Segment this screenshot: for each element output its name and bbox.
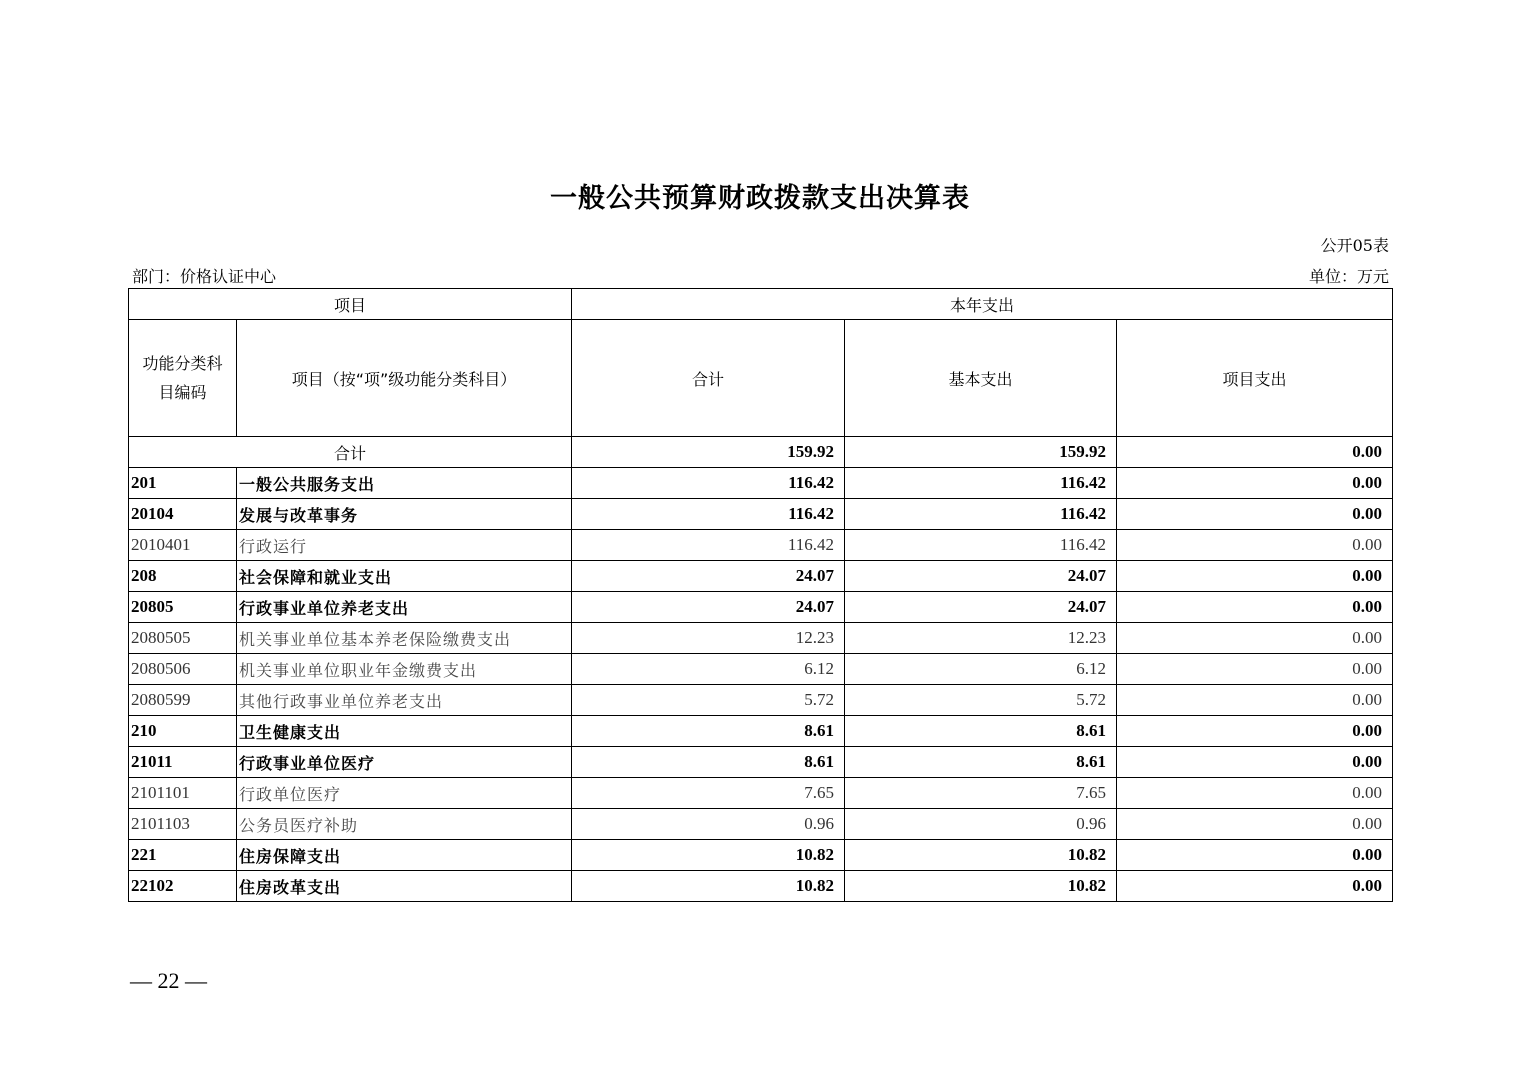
row-basic: 10.82 [845,871,1117,902]
row-total: 10.82 [572,871,845,902]
row-total: 24.07 [572,592,845,623]
header-row-group [129,289,1393,320]
row-name: 行政事业单位养老支出 [237,592,572,623]
page-number: — 22 — [130,968,207,993]
row-basic: 8.61 [845,716,1117,747]
header-item-group: 项目 [129,289,572,320]
table-row [129,654,1393,685]
row-basic: 5.72 [845,685,1117,716]
row-code: 20805 [129,592,237,623]
row-code: 221 [129,840,237,871]
row-total: 116.42 [572,530,845,561]
table-row [129,468,1393,499]
row-total: 8.61 [572,716,845,747]
row-code: 2080506 [129,654,237,685]
unit-label: 单位：万元 [1308,267,1389,286]
row-basic: 10.82 [845,840,1117,871]
total-project: 0.00 [1117,437,1393,468]
table-row [129,592,1393,623]
table-row [129,499,1393,530]
row-project: 0.00 [1117,809,1393,840]
table-row [129,809,1393,840]
row-basic: 0.96 [845,809,1117,840]
row-total: 7.65 [572,778,845,809]
row-project: 0.00 [1117,716,1393,747]
row-code: 2101101 [129,778,237,809]
total-row [129,437,1393,468]
table-number: 公开05表 [1320,236,1389,255]
row-project: 0.00 [1117,654,1393,685]
row-project: 0.00 [1117,840,1393,871]
row-basic: 6.12 [845,654,1117,685]
row-name: 发展与改革事务 [237,499,572,530]
row-code: 21011 [129,747,237,778]
table-row [129,716,1393,747]
row-project: 0.00 [1117,561,1393,592]
table-row [129,747,1393,778]
header-project-col: 项目支出 [1117,320,1393,437]
row-basic: 7.65 [845,778,1117,809]
row-basic: 24.07 [845,561,1117,592]
row-project: 0.00 [1117,499,1393,530]
row-name: 机关事业单位基本养老保险缴费支出 [237,623,572,654]
row-name: 社会保障和就业支出 [237,561,572,592]
row-name: 一般公共服务支出 [237,468,572,499]
row-total: 116.42 [572,499,845,530]
row-project: 0.00 [1117,778,1393,809]
table-row [129,778,1393,809]
row-total: 5.72 [572,685,845,716]
row-total: 8.61 [572,747,845,778]
table-row [129,871,1393,902]
row-code: 20104 [129,499,237,530]
row-code: 2010401 [129,530,237,561]
row-name: 公务员医疗补助 [237,809,572,840]
header-code-col: 功能分类科目编码 [129,320,237,437]
row-project: 0.00 [1117,685,1393,716]
row-code: 2080505 [129,623,237,654]
row-name: 其他行政事业单位养老支出 [237,685,572,716]
header-basic-col: 基本支出 [845,320,1117,437]
header-total-col: 合计 [572,320,845,437]
row-project: 0.00 [1117,623,1393,654]
row-total: 0.96 [572,809,845,840]
row-total: 24.07 [572,561,845,592]
row-basic: 8.61 [845,747,1117,778]
row-basic: 24.07 [845,592,1117,623]
row-name: 行政事业单位医疗 [237,747,572,778]
row-basic: 116.42 [845,530,1117,561]
total-amount: 159.92 [572,437,845,468]
page-title: 一般公共预算财政拨款支出决算表 [550,183,970,214]
total-basic: 159.92 [845,437,1117,468]
row-code: 201 [129,468,237,499]
row-total: 6.12 [572,654,845,685]
total-label: 合计 [129,437,572,468]
header-row-columns [129,320,1393,437]
row-project: 0.00 [1117,530,1393,561]
row-code: 22102 [129,871,237,902]
table-row [129,530,1393,561]
row-name: 住房改革支出 [237,871,572,902]
row-project: 0.00 [1117,747,1393,778]
table-row [129,685,1393,716]
row-basic: 116.42 [845,468,1117,499]
row-basic: 12.23 [845,623,1117,654]
row-code: 208 [129,561,237,592]
table-row [129,623,1393,654]
row-name: 行政运行 [237,530,572,561]
table-row [129,561,1393,592]
row-code: 2101103 [129,809,237,840]
budget-table [128,288,1393,902]
department-label: 部门：价格认证中心 [132,267,277,286]
row-total: 12.23 [572,623,845,654]
row-name: 机关事业单位职业年金缴费支出 [237,654,572,685]
header-name-col: 项目（按“项”级功能分类科目） [237,320,572,437]
row-code: 2080599 [129,685,237,716]
row-name: 行政单位医疗 [237,778,572,809]
row-project: 0.00 [1117,468,1393,499]
header-expense-group: 本年支出 [572,289,1393,320]
row-project: 0.00 [1117,592,1393,623]
table-row [129,840,1393,871]
row-name: 住房保障支出 [237,840,572,871]
row-total: 116.42 [572,468,845,499]
row-total: 10.82 [572,840,845,871]
row-name: 卫生健康支出 [237,716,572,747]
row-code: 210 [129,716,237,747]
row-basic: 116.42 [845,499,1117,530]
row-project: 0.00 [1117,871,1393,902]
